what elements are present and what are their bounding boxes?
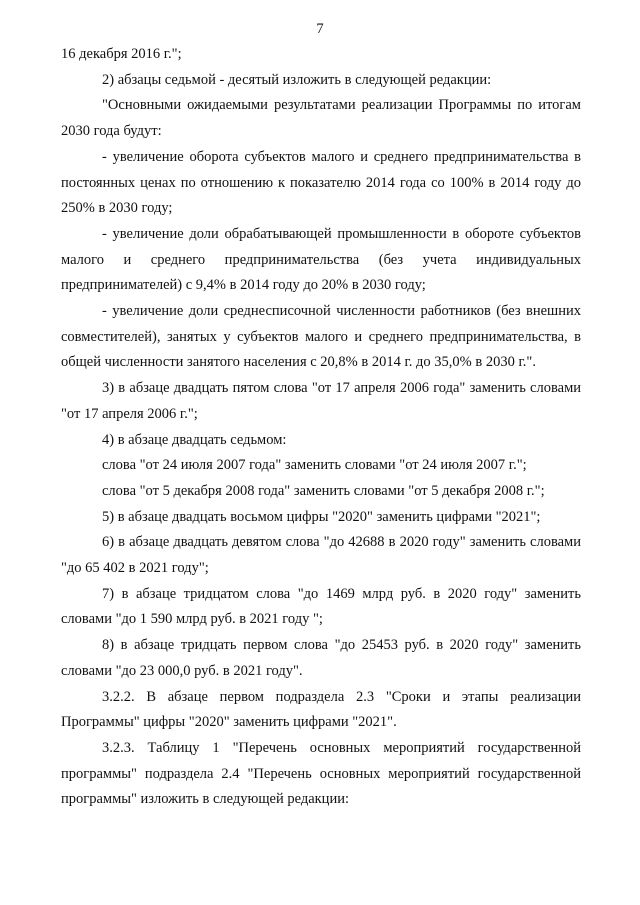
paragraph: - увеличение доли среднесписочной численности работников (без внешних совместителей), занятых у субъектов малого и среднего предпринимательства, в общей численности занятого населения с 20,8% в 2014 г. до 35,0% в 2030 г.". — [61, 303, 581, 371]
paragraph: 6) в абзаце двадцать девятом слова "до 42688 в 2020 году" заменить словами "до 65 402 в 2021 году"; — [61, 534, 581, 577]
paragraph: 3.2.3. Таблицу 1 "Перечень основных мероприятий государственной программы" подраздела 2.4 "Перечень основных мероприятий государственной программы" изложить в следующей редакции: — [61, 739, 581, 808]
page-number: 7 — [316, 21, 324, 37]
paragraph: 3.2.2. В абзаце первом подраздела 2.3 "Сроки и этапы реализации Программы" цифры "2020" заменить цифрами "2021". — [61, 688, 581, 731]
paragraph: 4) в абзаце двадцать седьмом: — [102, 431, 287, 448]
paragraph: слова "от 5 декабря 2008 года" заменить словами "от 5 декабря 2008 г."; — [102, 482, 545, 499]
paragraph: 7) в абзаце тридцатом слова "до 1469 млрд руб. в 2020 году" заменить словами "до 1 590 млрд руб. в 2021 году "; — [61, 585, 581, 628]
paragraph: 5) в абзаце двадцать восьмом цифры "2020" заменить цифрами "2021"; — [102, 508, 541, 525]
paragraph: 3) в абзаце двадцать пятом слова "от 17 апреля 2006 года" заменить словами "от 17 апреля 2006 г."; — [61, 380, 581, 422]
paragraph: - увеличение оборота субъектов малого и среднего предпринимательства в постоянных ценах по отношению к показателю 2014 года со 100% в 2014 году до 250% в 2030 году; — [61, 148, 581, 217]
document-body — [61, 42, 581, 813]
paragraph: "Основными ожидаемыми результатами реализации Программы по итогам 2030 года будут: — [61, 97, 581, 140]
paragraph: 2) абзацы седьмой - десятый изложить в следующей редакции: — [102, 71, 492, 88]
paragraph: 8) в абзаце тридцать первом слова "до 25453 руб. в 2020 году" заменить словами "до 23 000,0 руб. в 2021 году". — [61, 637, 581, 679]
paragraph: слова "от 24 июля 2007 года" заменить словами "от 24 июля 2007 г."; — [102, 457, 527, 474]
paragraph: 16 декабря 2016 г."; — [61, 46, 182, 62]
paragraph: - увеличение доли обрабатывающей промышленности в обороте субъектов малого и среднего предпринимательства (без учета индивидуальных предпринимателей) с 9,4% в 2014 году до 20% в 2030 году; — [61, 225, 581, 294]
